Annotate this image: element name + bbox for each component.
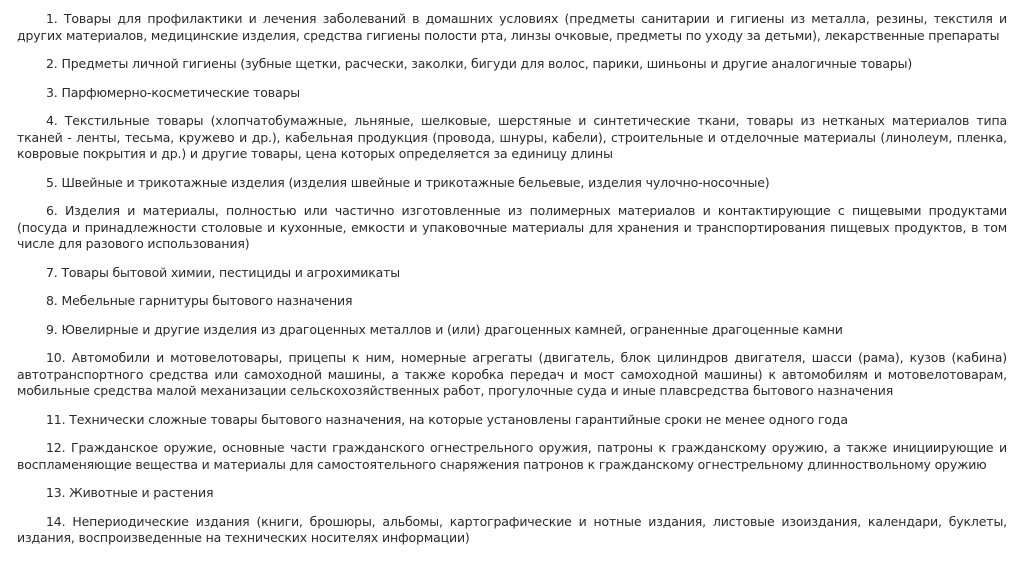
list-item: 11. Технически сложные товары бытового назначения, на которые установлены гарантийные сроки не менее одного года: [46, 411, 848, 427]
list-item: 2. Предметы личной гигиены (зубные щетки, расчески, заколки, бигуди для волос, парики, шиньоны и другие аналогичные товары): [46, 56, 913, 71]
document-body: [17, 0, 1007, 547]
list-item: 3. Парфюмерно-косметические товары: [46, 84, 301, 100]
list-item: 5. Швейные и трикотажные изделия (изделия швейные и трикотажные бельевые, изделия чулочно-носочные): [46, 174, 770, 190]
list-item: 9. Ювелирные и другие изделия из драгоценных металлов и (или) драгоценных камней, ограненные драгоценные камни: [46, 321, 843, 337]
list-item: 7. Товары бытовой химии, пестициды и агрохимикаты: [46, 264, 401, 280]
list-item: 10. Автомобили и мотовелотовары, прицепы к ним, номерные агрегаты (двигатель, блок цилиндров двигателя, шасси (рама), кузов (кабина) автотранспортного средства или самоходной машины, а также коробка передач и мост самоходной машины) к автомобилям и мотовелотоварам, мобильные средства малой механизации сельскохозяйственных работ, прогулочные суда и иные плавсредства бытового назначения: [17, 350, 1007, 398]
list-item: 13. Животные и растения: [46, 485, 214, 500]
list-item: 4. Текстильные товары (хлопчатобумажные, льняные, шелковые, шерстяные и синтетические ткани, товары из нетканых материалов типа тканей - ленты, тесьма, кружево и др.), кабельная продукция (провода, шнуры, кабели), строительные и отделочные материалы (линолеум, пленка, ковровые покрытия и др.) и другие товары, цена которых определяется за единицу длины: [17, 113, 1007, 161]
list-item: 14. Непериодические издания (книги, брошюры, альбомы, картографические и нотные издания, листовые изоиздания, календари, буклеты, издания, воспроизведенные на технических носителях информации): [17, 513, 1007, 545]
list-item: 12. Гражданское оружие, основные части гражданского огнестрельного оружия, патроны к гражданскому оружию, а также инициирующие и воспламеняющие вещества и материалы для самостоятельного снаряжения патронов к гражданскому огнестрельному длинноствольному оружию: [17, 440, 1007, 472]
list-item: 6. Изделия и материалы, полностью или частично изготовленные из полимерных материалов и контактирующие с пищевыми продуктами (посуда и принадлежности столовые и кухонные, емкости и упаковочные материалы для хранения и транспортирования пищевых продуктов, в том числе для разового использования): [17, 203, 1007, 251]
list-item: 1. Товары для профилактики и лечения заболеваний в домашних условиях (предметы санитарии и гигиены из металла, резины, текстиля и других материалов, медицинские изделия, средства гигиены полости рта, линзы очковые, предметы по уходу за детьми), лекарственные препараты: [17, 11, 1007, 43]
list-item: 8. Мебельные гарнитуры бытового назначения: [46, 293, 353, 308]
